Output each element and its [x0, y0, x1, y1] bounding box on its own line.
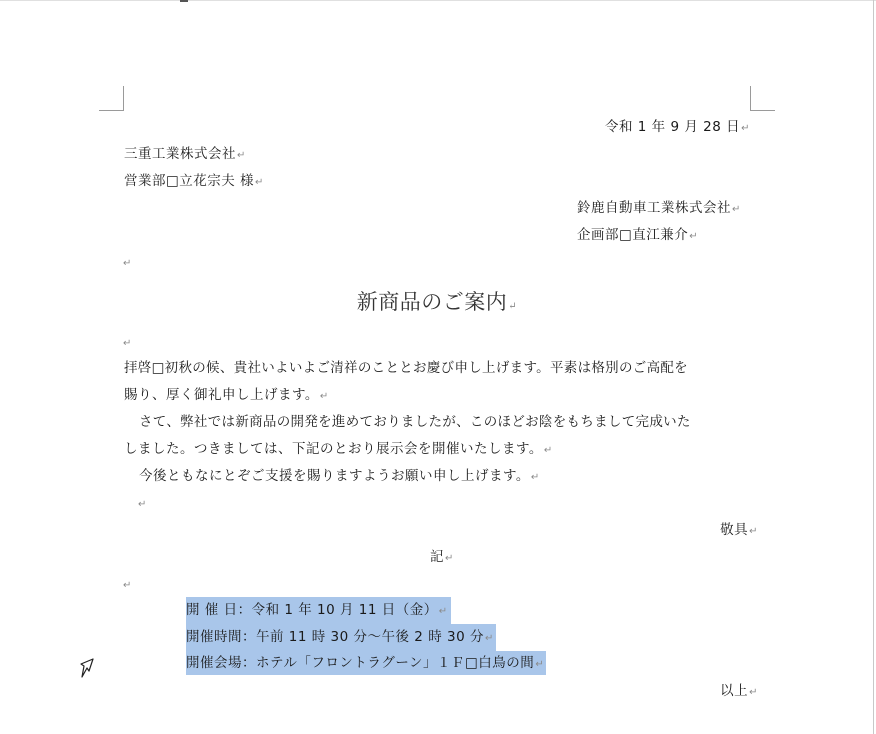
paragraph-mark: ↵ [123, 580, 132, 591]
ki-text: 記 [430, 549, 444, 565]
margin-corner-top-right [750, 86, 775, 111]
body-text: 今後ともなにとぞご支援を賜りますようお願い申し上げます。 [139, 468, 530, 484]
selected-detail-venue[interactable] [186, 651, 546, 675]
body-text: 賜り、厚く御礼申し上げます。 [124, 387, 319, 403]
paragraph-mark: ↵ [535, 659, 545, 670]
body-line[interactable] [124, 359, 688, 377]
recipient-person: 営業部□立花宗夫 様 [124, 173, 255, 189]
paragraph-mark: ↵ [438, 606, 448, 617]
empty-line[interactable] [122, 253, 132, 273]
paragraph-mark: ↵ [749, 526, 758, 537]
selected-detail-date[interactable] [186, 597, 451, 624]
mouse-pointer-icon [79, 657, 97, 679]
selected-detail-time[interactable] [186, 624, 496, 651]
empty-line[interactable] [137, 494, 147, 514]
closing-line[interactable] [124, 521, 758, 541]
body-line[interactable] [124, 386, 329, 406]
closing-text: 敬具 [720, 522, 749, 538]
date-line[interactable] [124, 118, 750, 138]
ki-line[interactable] [430, 548, 454, 568]
end-line[interactable] [124, 682, 758, 702]
detail-time-text: 開催時間：午前 11 時 30 分～午後 2 時 30 分 [186, 629, 484, 645]
page-top-edge [0, 0, 876, 1]
sender-company-line[interactable] [577, 199, 741, 219]
paragraph-mark: ↵ [484, 633, 494, 644]
body-line[interactable] [139, 467, 540, 487]
sender-company: 鈴鹿自動車工業株式会社 [577, 200, 731, 216]
empty-line[interactable] [122, 333, 132, 353]
paragraph-mark: ↵ [530, 472, 540, 483]
paragraph-mark: ↵ [237, 150, 246, 161]
title-text: 新商品のご案内 [356, 290, 508, 314]
paragraph-mark: ↵ [255, 177, 264, 188]
paragraph-mark: ↵ [445, 553, 454, 564]
recipient-company-line[interactable] [124, 145, 246, 165]
paragraph-mark: ↵ [319, 391, 329, 402]
date-text: 令和 1 年 9 月 28 日 [605, 119, 741, 135]
body-line[interactable] [124, 440, 553, 460]
paragraph-mark: ↵ [138, 499, 147, 510]
end-text: 以上 [720, 683, 749, 699]
sender-person-line[interactable] [577, 226, 698, 246]
detail-venue-text: 開催会場：ホテル「フロントラグーン」１Ｆ□白鳥の間 [186, 655, 535, 671]
ruler-marker [180, 0, 188, 2]
recipient-person-line[interactable] [124, 172, 264, 192]
paragraph-mark: ↵ [689, 231, 699, 242]
paragraph-mark: ↵ [508, 301, 518, 312]
paragraph-mark: ↵ [741, 123, 750, 134]
sender-person: 企画部□直江兼介 [577, 227, 689, 243]
empty-line[interactable] [122, 575, 132, 595]
body-line[interactable] [139, 413, 691, 431]
detail-date-text: 開 催 日：令和 1 年 10 月 11 日（金） [186, 602, 438, 618]
paragraph-mark: ↵ [732, 204, 741, 215]
margin-corner-top-left [99, 86, 124, 111]
document-title[interactable] [124, 288, 750, 321]
recipient-company: 三重工業株式会社 [124, 146, 236, 162]
body-text: 拝啓□初秋の候、貴社いよいよご清祥のこととお慶び申し上げます。平素は格別のご高配を [124, 360, 688, 376]
body-text: しました。つきましては、下記のとおり展示会を開催いたします。 [124, 441, 543, 457]
paragraph-mark: ↵ [123, 338, 132, 349]
paragraph-mark: ↵ [123, 258, 132, 269]
paragraph-mark: ↵ [749, 687, 758, 698]
body-text: さて、弊社では新商品の開発を進めておりましたが、このほどお陰をもちまして完成いた [139, 414, 691, 430]
page-right-edge [873, 0, 874, 734]
paragraph-mark: ↵ [543, 445, 553, 456]
